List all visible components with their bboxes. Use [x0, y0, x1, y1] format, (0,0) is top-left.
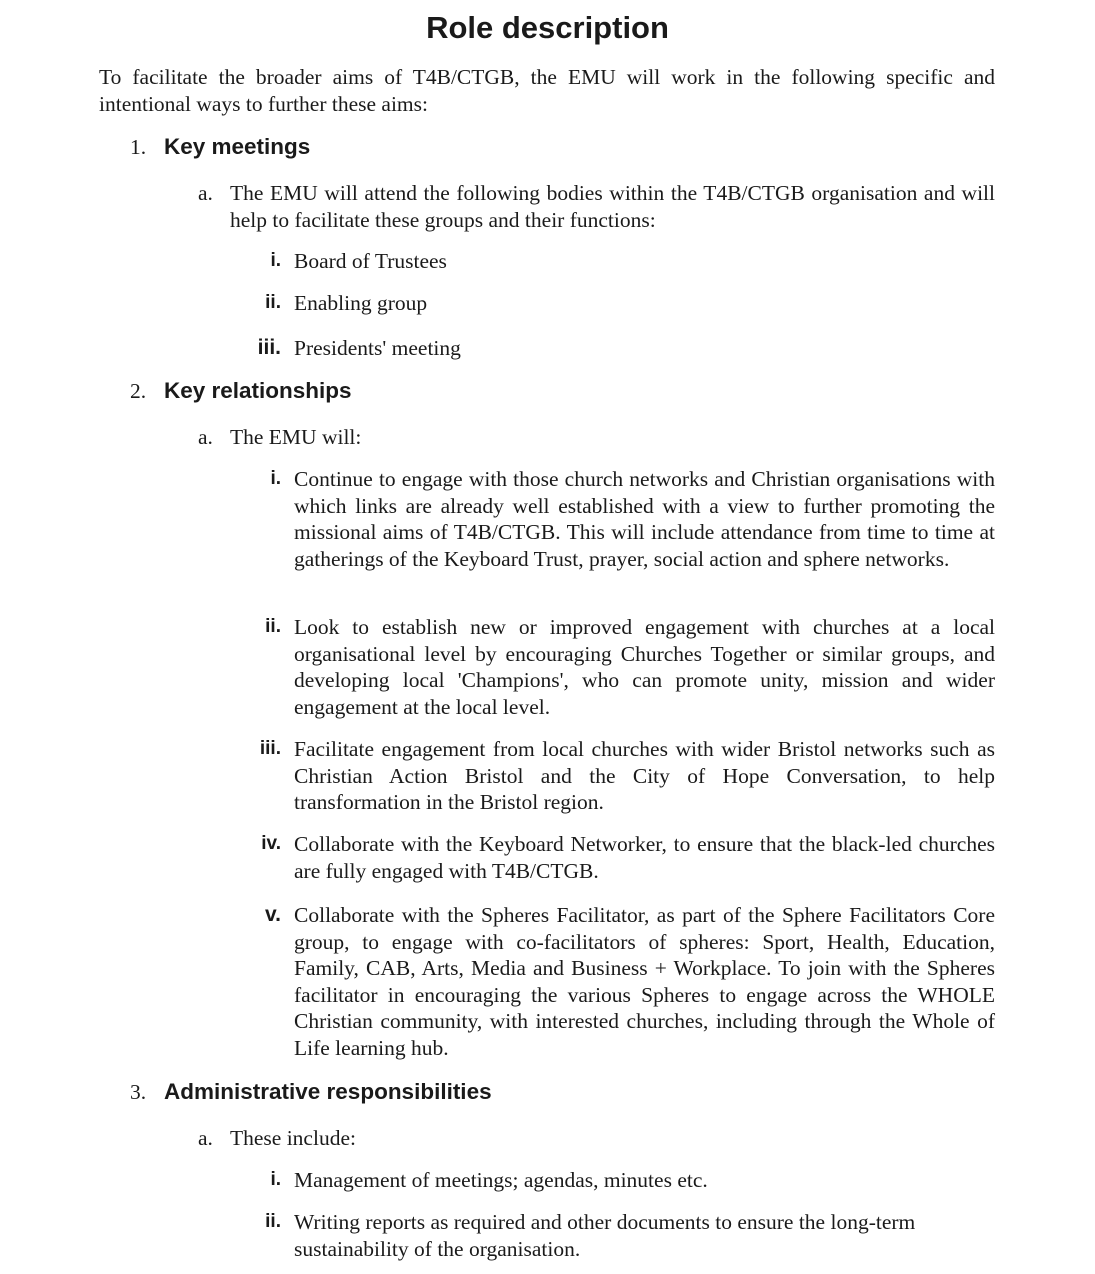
section-number: 1.: [130, 135, 147, 159]
list-item-text: Management of meetings; agendas, minutes etc.: [294, 1168, 708, 1192]
section-administrative-responsibilities: [130, 1079, 492, 1109]
list-item-marker: ii.: [265, 1211, 281, 1232]
list-item-text: Collaborate with the Keyboard Networker, to ensure that the black-led churches are fully engaged with T4B/CTGB.: [294, 832, 995, 883]
list-item-text: Collaborate with the Spheres Facilitator, as part of the Sphere Facilitators Core group, to engage with co-facilitators of spheres: Sport, Health, Education, Family, CAB, Arts, Media and Business + Workplace. To join with the Spheres facilitator in encouraging the various Spheres to engage across the WHOLE Christian community, with interested churches, including through the Whole of Life learning hub.: [294, 903, 995, 1060]
list-item: [250, 466, 995, 572]
list-item-marker: iii.: [259, 738, 281, 759]
list-item-marker: ii.: [265, 616, 281, 637]
subsection-marker: a.: [198, 1126, 213, 1150]
list-item: [250, 1209, 995, 1262]
list-item-text: Presidents' meeting: [294, 336, 461, 360]
list-item: [250, 1167, 995, 1194]
list-item: [250, 248, 995, 275]
subsection-marker: a.: [198, 181, 213, 205]
list-item-marker: i.: [270, 468, 281, 489]
section-heading: Administrative responsibilities: [164, 1079, 492, 1104]
list-item-text: Board of Trustees: [294, 249, 447, 273]
list-item-text: Facilitate engagement from local churches with wider Bristol networks such as Christian Action Bristol and the City of Hope Conversation, to help transformation in the Bristol region.: [294, 737, 995, 814]
subsection-a: [198, 424, 995, 451]
page-title: Role description: [426, 10, 669, 45]
subsection-text: The EMU will:: [230, 425, 362, 449]
list-item-text: Look to establish new or improved engagement with churches at a local organisational level by encouraging Churches Together or similar groups, and developing local 'Champions', who can promote unity, mission and wider engagement at the local level.: [294, 615, 995, 719]
subsection-marker: a.: [198, 425, 213, 449]
subsection-text: These include:: [230, 1126, 356, 1150]
list-item-marker: iii.: [257, 336, 281, 359]
list-item: [250, 902, 995, 1061]
list-item: [250, 290, 995, 317]
list-item-text: Continue to engage with those church networks and Christian organisations with which links are already well established with a view to further promoting the missional aims of T4B/CTGB. This will include attendance from time to time at gatherings of the Keyboard Trust, prayer, social action and sphere networks.: [294, 467, 995, 571]
list-item-marker: v.: [265, 903, 281, 926]
list-item-marker: ii.: [265, 292, 281, 313]
list-item-marker: iv.: [261, 833, 281, 854]
section-key-relationships: [130, 378, 352, 408]
subsection-a: [198, 180, 995, 233]
list-item-text: Enabling group: [294, 291, 428, 315]
section-number: 2.: [130, 379, 147, 403]
subsection-text: The EMU will attend the following bodies within the T4B/CTGB organisation and will help to facilitate these groups and their functions:: [230, 181, 995, 232]
list-item: [250, 335, 995, 362]
list-item: [250, 831, 995, 884]
list-item-marker: i.: [270, 250, 281, 271]
section-heading: Key meetings: [164, 134, 311, 159]
section-heading: Key relationships: [164, 378, 352, 403]
section-number: 3.: [130, 1080, 147, 1104]
section-key-meetings: [130, 134, 310, 164]
list-item-text: Writing reports as required and other documents to ensure the long-term sustainability of the organisation.: [294, 1210, 916, 1261]
intro-paragraph: To facilitate the broader aims of T4B/CTGB, the EMU will work in the following specific and intentional ways to further these aims:: [99, 65, 995, 116]
list-item: [250, 614, 995, 720]
subsection-a: [198, 1125, 995, 1152]
list-item: [250, 736, 995, 816]
list-item-marker: i.: [270, 1169, 281, 1190]
